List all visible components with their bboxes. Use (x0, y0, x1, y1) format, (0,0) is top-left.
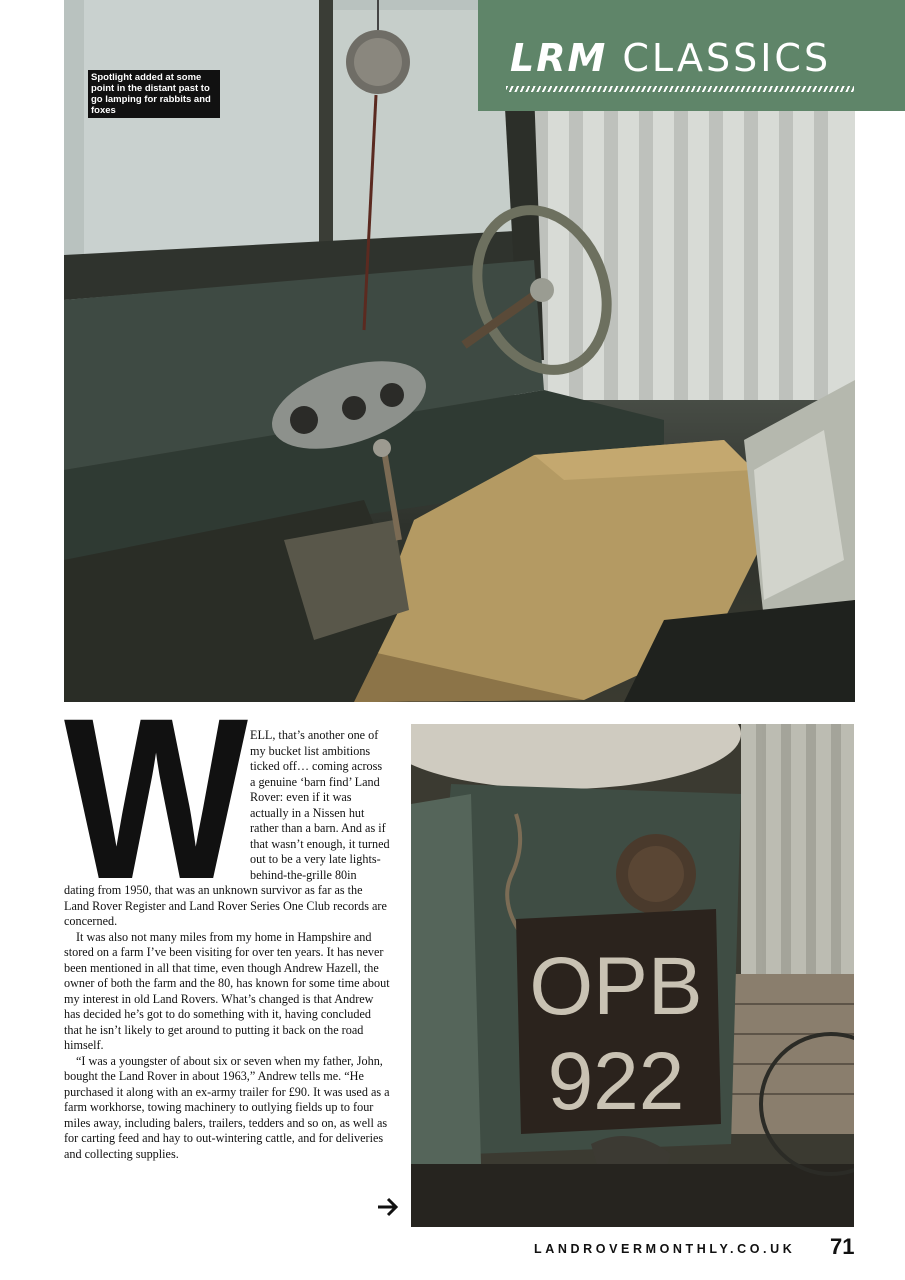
number-plate-photo-illustration (411, 724, 854, 1227)
decorative-stripe (506, 86, 854, 92)
plate-line-1: OPB (529, 941, 703, 1032)
drop-cap-letter: W (64, 712, 248, 882)
article-paragraph-3: “I was a youngster of about six or seven when my father, John, bought the Land Rover in about 1963,” Andrew tells me. “He purchased it along with an ex-army trailer for £90. It was used as a farm workhorse, towing machinery to outlying fields up to four miles away, including balers, trailers, tedders and so on, as well as for carting feed and hay to out-wintering cattle, and for deliveries and collecting supplies. (64, 1053, 390, 1161)
drop-cap-spacer (64, 728, 250, 880)
photo-caption: Spotlight added at some point in the distant past to go lamping for rabbits and foxes (88, 70, 220, 118)
footer-website: LANDROVERMONTHLY.CO.UK (534, 1242, 796, 1256)
section-title (510, 36, 831, 80)
article-text-column (64, 728, 390, 1162)
continue-arrow-icon (376, 1195, 400, 1219)
article-paragraph-2: It was also not many miles from my home in Hampshire and stored on a farm I’ve been visiting for over ten years. It has never been mentioned in all that time, even though Andrew Hazell, the owner of both the farm and the 80, has known for some time about my interest in old Land Rovers. What’s changed is that Andrew has decided he’s got to do something with it, having concluded that he isn’t likely to get around to putting it back on the road himself. (64, 929, 390, 1052)
number-plate-photo (411, 724, 854, 1227)
section-name: CLASSICS (622, 36, 832, 80)
plate-line-2: 922 (547, 1036, 685, 1127)
page-number: 71 (830, 1234, 855, 1259)
section-brand: LRM (510, 36, 608, 80)
section-badge (478, 0, 905, 111)
article-paragraph-1: ELL, that’s another one of my bucket list ambitions ticked off… coming across a genuine ‘barn find’ Land Rover: even if it was actually in a Nissen hut rather than a barn. And as if that wasn’t enough, it turned out to be a very late lights-behind-the-grille 80in dating from 1950, that was an unknown survivor as far as the Land Rover Register and Land Rover Series One Club records are concerned. (64, 728, 390, 928)
